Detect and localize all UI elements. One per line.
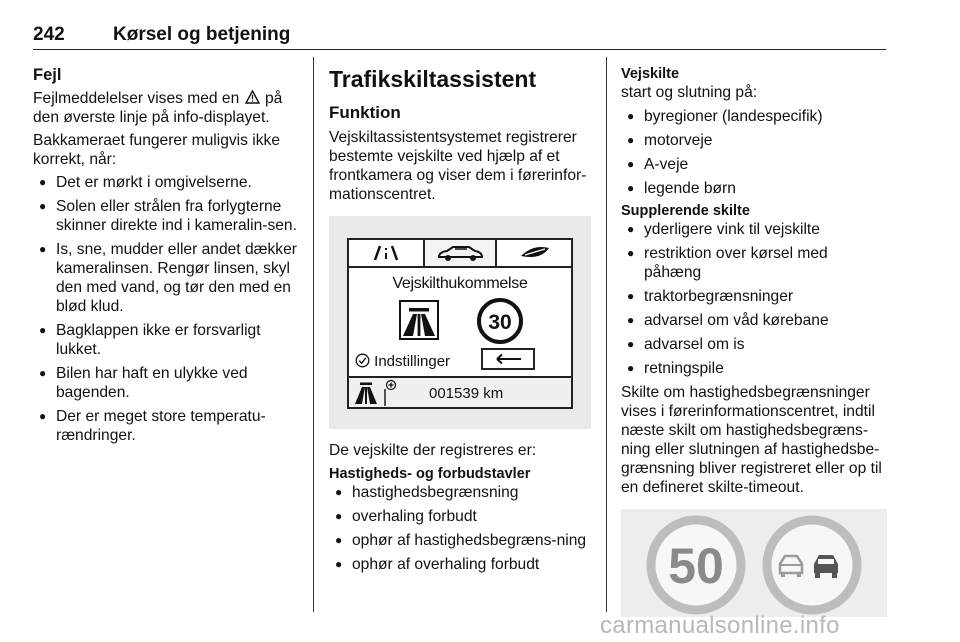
speed-limit-value: 30 bbox=[488, 311, 512, 334]
list-item: ● overhaling forbudt bbox=[329, 507, 591, 526]
no-overtaking-sign-icon bbox=[767, 520, 857, 610]
display-footer bbox=[349, 376, 571, 407]
list-item: ● Bilen har haft en ulykke ved bagenden. bbox=[33, 364, 305, 402]
bullet-list bbox=[329, 483, 591, 574]
page-header bbox=[33, 24, 886, 50]
paragraph-text: Fejlmeddelelser vises med en bbox=[33, 90, 240, 107]
list-heading: Vejskilte bbox=[621, 66, 680, 82]
subsection-heading: Funktion bbox=[329, 103, 401, 122]
list-item: ● Is, sne, mudder eller andet dækker kameralinsen. Rengør linsen, skyl den med vand, og tør den med en blød klud. bbox=[33, 240, 305, 316]
settings-label: Indstillinger bbox=[374, 353, 451, 370]
list-item: ● byregioner (landespecifik) bbox=[621, 107, 887, 126]
efficiency-tab bbox=[497, 240, 571, 266]
display-tab-bar bbox=[349, 240, 571, 268]
list-item: ● retningspile bbox=[621, 359, 887, 378]
list-item: ● legende børn bbox=[621, 179, 887, 198]
column-divider bbox=[606, 57, 607, 612]
list-item: ● Solen eller strålen fra forlygterne skinner direkte ind i kameralin-sen. bbox=[33, 197, 305, 235]
vehicle-tab bbox=[423, 240, 497, 266]
paragraph: Vejskiltassistentsystemet registrerer bestemte vejskilte ved hjælp af et frontkamera og viser dem i førerinfor-mationscentret. bbox=[329, 129, 587, 203]
list-item: ● yderligere vink til vejskilte bbox=[621, 220, 887, 239]
section-heading: Fejl bbox=[33, 66, 62, 84]
settings-option bbox=[355, 352, 450, 371]
section-title: Trafikskiltassistent bbox=[329, 66, 537, 92]
list-item: ● Der er meget store temperatu-rændringer. bbox=[33, 407, 305, 445]
odometer-readout: 001539 km bbox=[429, 385, 504, 402]
back-arrow-icon bbox=[483, 350, 533, 368]
column-vejskilte bbox=[621, 66, 887, 617]
speed-limit-sign-icon bbox=[477, 298, 523, 344]
back-button bbox=[481, 348, 535, 370]
car-icon bbox=[425, 240, 495, 266]
list-item: ● Bagklappen ikke er forsvarligt lukket. bbox=[33, 321, 305, 359]
bullet-list bbox=[621, 220, 887, 378]
road-info-tab bbox=[349, 240, 423, 266]
paragraph: De vejskilte der registreres er: bbox=[329, 442, 537, 459]
leaf-icon bbox=[497, 240, 571, 266]
page-number: 242 bbox=[33, 24, 65, 45]
paragraph: Bakkameraet fungerer muligvis ikke korrekt, når: bbox=[33, 132, 281, 168]
paragraph: Skilte om hastighedsbegrænsninger vises i førerinformationscentret, indtil næste skilt om hastighedsbegræns-ning eller slutningen af hastighedsbe-grænsning bliver registreret eller op til en defineret skilte-timeout. bbox=[621, 384, 882, 496]
list-item: ● ophør af hastighedsbegræns-ning bbox=[329, 531, 591, 550]
road-info-icon bbox=[349, 240, 423, 266]
list-item: ● hastighedsbegrænsning bbox=[329, 483, 591, 502]
motorway-sign-icon bbox=[399, 300, 439, 340]
column-divider bbox=[313, 57, 314, 612]
warning-triangle-icon bbox=[245, 90, 260, 104]
list-item: ● advarsel om is bbox=[621, 335, 887, 354]
paragraph bbox=[33, 89, 305, 127]
list-item: ● Det er mørkt i omgivelserne. bbox=[33, 173, 305, 192]
sign-examples bbox=[621, 509, 887, 617]
traffic-signs-illustration bbox=[621, 509, 887, 617]
column-fejl bbox=[33, 66, 305, 450]
list-heading: Hastigheds- og forbudstavler bbox=[329, 466, 531, 482]
info-display-illustration bbox=[329, 216, 591, 429]
list-item: ● traktorbegrænsninger bbox=[621, 287, 887, 306]
list-item: ● A-veje bbox=[621, 155, 887, 174]
bullet-list bbox=[621, 107, 887, 198]
paragraph-text: på den øverste linje på info-displayet. bbox=[33, 90, 283, 126]
list-item: ● motorveje bbox=[621, 131, 887, 150]
chapter-title: Kørsel og betjening bbox=[113, 24, 291, 45]
screen-title: Vejskilthukommelse bbox=[392, 275, 528, 292]
display-screen bbox=[347, 238, 573, 409]
checkmark-circle-icon bbox=[355, 353, 370, 368]
watermark: carmanualsonline.info bbox=[600, 612, 840, 639]
list-item: ● ophør af overhaling forbudt bbox=[329, 555, 591, 574]
sign-speed-value: 50 bbox=[668, 538, 724, 594]
column-trafikskilt bbox=[329, 66, 591, 579]
list-item: ● advarsel om våd kørebane bbox=[621, 311, 887, 330]
compass-indicator-icon bbox=[382, 379, 400, 407]
list-item: ● restriktion over kørsel med påhæng bbox=[621, 244, 887, 282]
paragraph: start og slutning på: bbox=[621, 84, 758, 101]
motorway-small-icon bbox=[353, 381, 379, 405]
bullet-list bbox=[33, 173, 305, 445]
list-heading: Supplerende skilte bbox=[621, 203, 750, 219]
